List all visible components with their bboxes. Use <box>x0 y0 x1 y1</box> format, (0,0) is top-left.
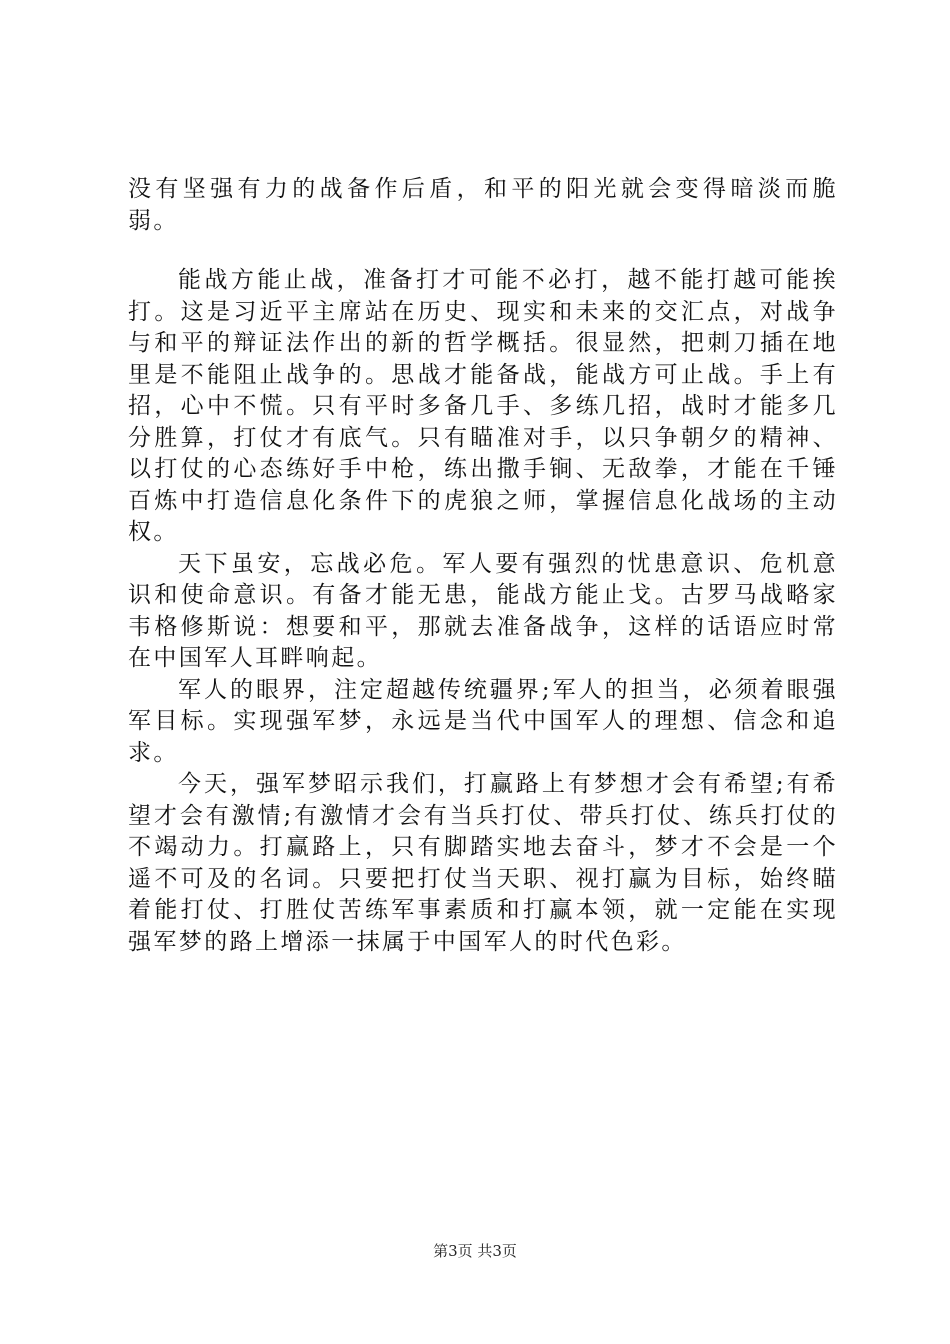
paragraph-1: 没有坚强有力的战备作后盾，和平的阳光就会变得暗淡而脆弱。 <box>128 176 838 234</box>
page-footer: 第3页 共3页 <box>433 1242 517 1260</box>
document-body <box>128 174 838 958</box>
paragraph-4: 军人的眼界，注定超越传统疆界;军人的担当，必须着眼强军目标。实现强军梦，永远是当代中国军人的理想、信念和追求。 <box>128 676 838 766</box>
paragraph-2: 能战方能止战，准备打才可能不必打，越不能打越可能挨打。这是习近平主席站在历史、现实和未来的交汇点，对战争与和平的辩证法作出的新的哲学概括。很显然，把刺刀插在地里是不能阻止战争的。思战才能备战，能战方可止战。手上有招，心中不慌。只有平时多备几手、多练几招，战时才能多几分胜算，打仗才有底气。只有瞄准对手，以只争朝夕的精神、以打仗的心态练好手中枪，练出撒手锏、无敌拳，才能在千锤百炼中打造信息化条件下的虎狼之师，掌握信息化战场的主动权。 <box>128 267 838 545</box>
paragraph-5: 今天，强军梦昭示我们，打赢路上有梦想才会有希望;有希望才会有激情;有激情才会有当兵打仗、带兵打仗、练兵打仗的不竭动力。打赢路上，只有脚踏实地去奋斗，梦才不会是一个遥不可及的名词。只要把打仗当天职、视打赢为目标，始终瞄着能打仗、打胜仗苦练军事素质和打赢本领，就一定能在实现强军梦的路上增添一抹属于中国军人的时代色彩。 <box>128 771 838 955</box>
paragraph-3: 天下虽安，忘战必危。军人要有强烈的忧患意识、危机意识和使命意识。有备才能无患，能战方能止戈。古罗马战略家韦格修斯说：想要和平，那就去准备战争，这样的话语应时常在中国军人耳畔响起。 <box>128 550 838 671</box>
paragraph-gap <box>128 237 838 265</box>
